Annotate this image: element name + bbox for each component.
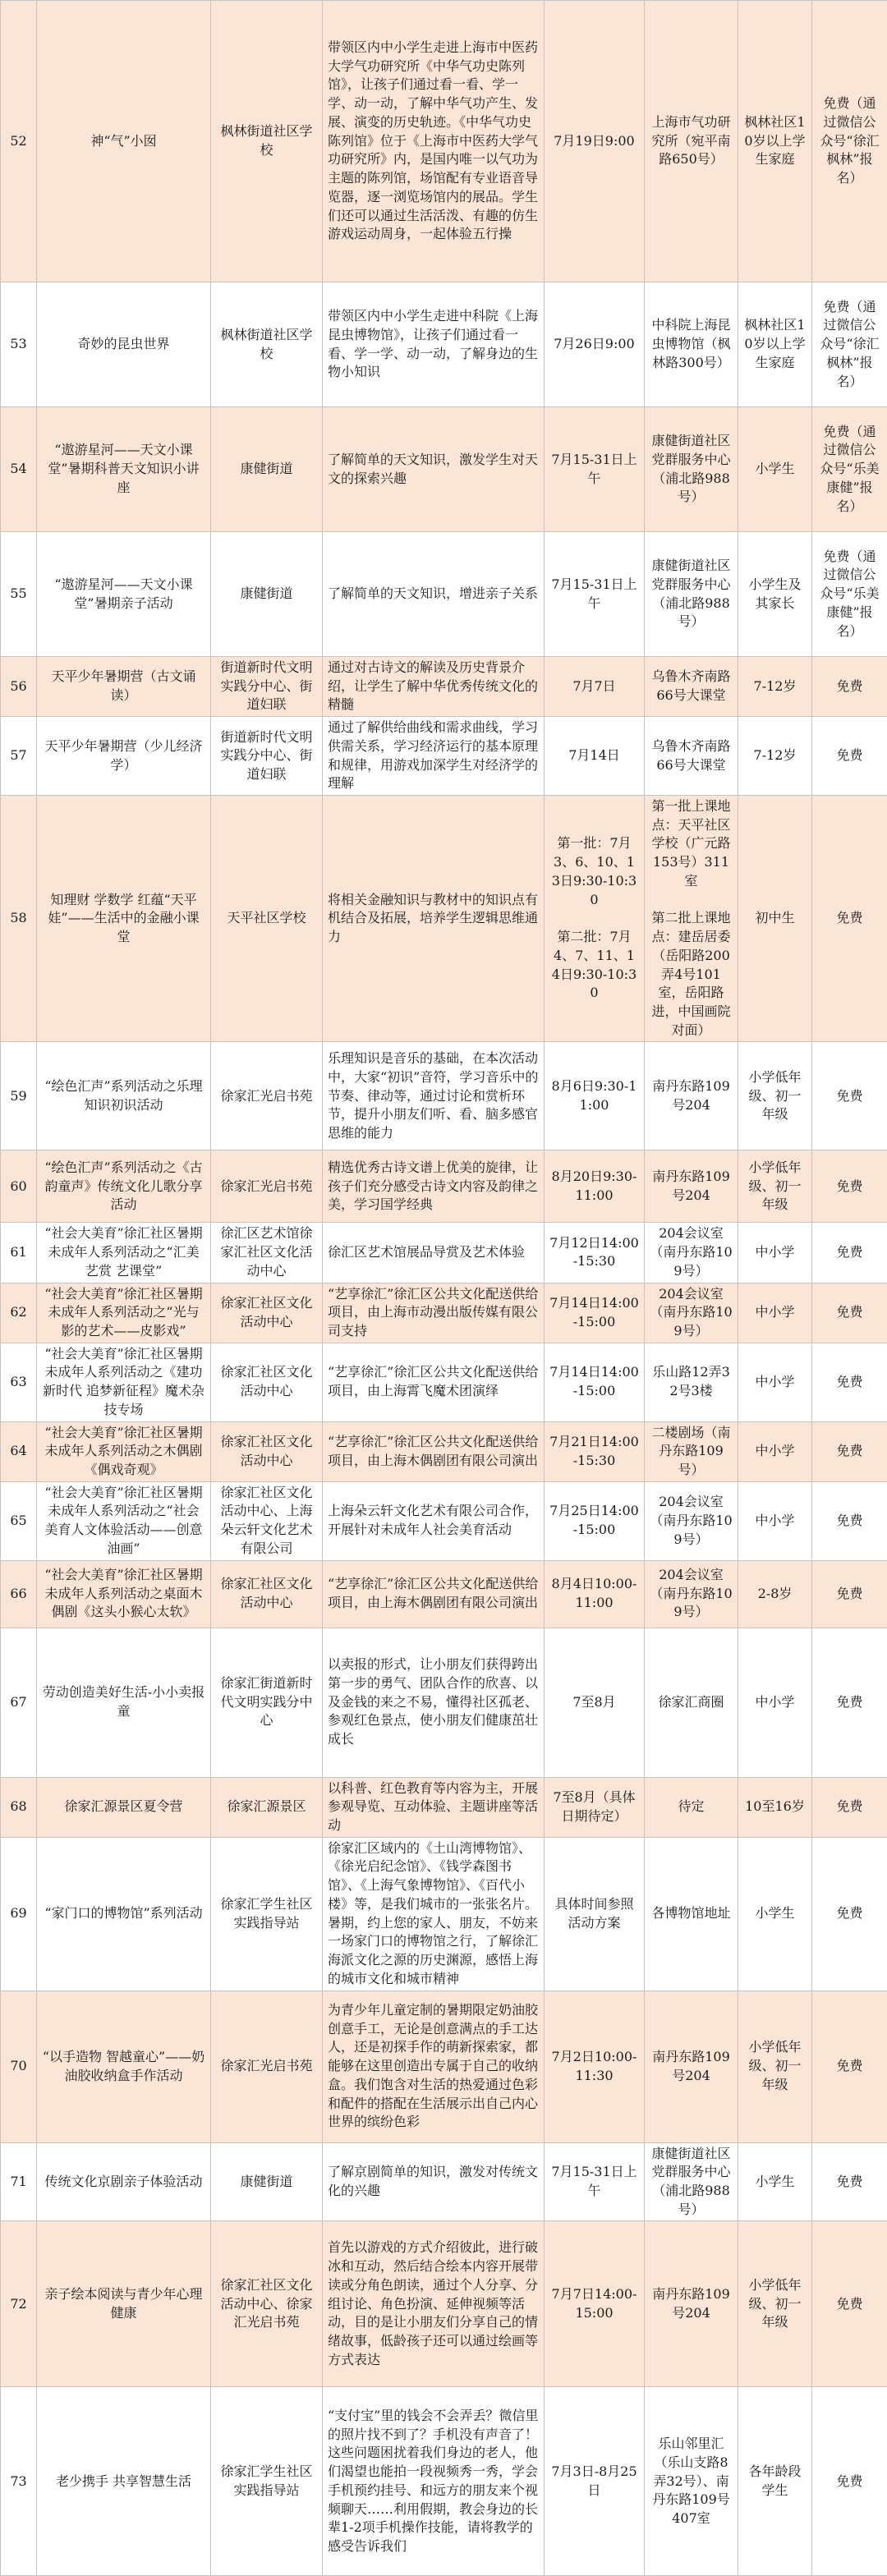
organizer: 徐家汇社区文化活动中心、上海朵云轩文化艺术有限公司 <box>211 1481 323 1560</box>
fee-info: 免费 <box>812 1991 887 2142</box>
target-audience: 中小学 <box>738 1283 812 1343</box>
organizer: 徐家汇街道新时代文明实践分中心 <box>211 1628 323 1777</box>
table-row <box>1 1628 887 1777</box>
table-row <box>1 1150 887 1223</box>
organizer: 徐家汇学生社区实践指导站 <box>211 1837 323 1991</box>
activity-location: 南丹东路109号204 <box>645 2221 738 2387</box>
target-audience: 各年龄段学生 <box>738 2387 812 2576</box>
activity-location: 康健街道社区党群服务中心（浦北路988号） <box>645 2142 738 2221</box>
activity-description: “艺享徐汇”徐汇区公共文化配送供给项目，由上海市动漫出版传媒有限公司支持 <box>323 1283 545 1343</box>
table-row <box>1 1283 887 1343</box>
activity-description: 为青少年儿童定制的暑期限定奶油胶创意手工，无论是创意满点的手工达人，还是初探手作的萌新探索家，都能够在这里创造出专属于自己的收纳盒。我们饱含对生活的热爱通过色彩和配件的搭配在生活展示出自己内心世界的缤纷色彩 <box>323 1991 545 2142</box>
row-number: 53 <box>1 282 37 407</box>
activity-name: 奇妙的昆虫世界 <box>37 282 211 407</box>
target-audience: 初中生 <box>738 796 812 1042</box>
activity-description: 带领区内中小学生走进中科院《上海昆虫博物馆》，让孩子们通过看一看、学一学、动一动，了解身边的生物小知识 <box>323 282 545 407</box>
activity-time: 7月26日9:00 <box>545 282 645 407</box>
activity-name: 老少携手 共享智慧生活 <box>37 2387 211 2576</box>
table-row <box>1 796 887 1042</box>
activity-time: 7月15-31日上午 <box>545 2142 645 2221</box>
table-row <box>1 1837 887 1991</box>
activity-description: 徐汇区艺术馆展品导赏及艺术体验 <box>323 1223 545 1283</box>
row-number: 58 <box>1 796 37 1042</box>
activity-time: 7月25日14:00-15:00 <box>545 1481 645 1560</box>
activity-description: 精选优秀古诗文谱上优美的旋律，让孩子们充分感受古诗文内容及韵律之美，学习国学经典 <box>323 1150 545 1223</box>
row-number: 61 <box>1 1223 37 1283</box>
row-number: 68 <box>1 1777 37 1837</box>
activity-time: 7月15-31日上午 <box>545 532 645 657</box>
table-row <box>1 2142 887 2221</box>
target-audience: 枫林社区10岁以上学生家庭 <box>738 282 812 407</box>
table-row <box>1 1042 887 1150</box>
table-row <box>1 1 887 282</box>
activity-location: 乌鲁木齐南路66号大课堂 <box>645 657 738 717</box>
activity-description: 以科普、红色教育等内容为主，开展参观导览、互动体验、主题讲座等活动 <box>323 1777 545 1837</box>
row-number: 69 <box>1 1837 37 1991</box>
activity-location: 乐山路12弄32号3楼 <box>645 1343 738 1421</box>
activity-time: 7月14日14:00-15:00 <box>545 1343 645 1421</box>
activity-time: 7月14日14:00-15:00 <box>545 1283 645 1343</box>
activity-name: 徐家汇源景区夏令营 <box>37 1777 211 1837</box>
table-row <box>1 532 887 657</box>
target-audience: 小学生 <box>738 2142 812 2221</box>
activity-name: 劳动创造美好生活-小小卖报童 <box>37 1628 211 1777</box>
fee-info: 免费 <box>812 2387 887 2576</box>
activity-location: 中科院上海昆虫博物馆（枫林路300号） <box>645 282 738 407</box>
organizer: 康健街道 <box>211 407 323 532</box>
activity-description: 通过了解供给曲线和需求曲线，学习供需关系，学习经济运行的基本原理和规律，用游戏加深学生对经济学的理解 <box>323 717 545 796</box>
activity-time: 7月15-31日上午 <box>545 407 645 532</box>
activity-name: “遨游星河——天文小课堂”暑期亲子活动 <box>37 532 211 657</box>
activity-time: 7至8月（具体日期待定） <box>545 1777 645 1837</box>
row-number: 67 <box>1 1628 37 1777</box>
activity-name: “遨游星河——天文小课堂”暑期科普天文知识小讲座 <box>37 407 211 532</box>
table-row <box>1 2387 887 2576</box>
organizer: 徐家汇社区文化活动中心 <box>211 1343 323 1421</box>
row-number: 66 <box>1 1560 37 1628</box>
activity-name: 知理财 学数学 红蕴“天平娃”——生活中的金融小课堂 <box>37 796 211 1042</box>
fee-info: 免费 <box>812 1837 887 1991</box>
row-number: 72 <box>1 2221 37 2387</box>
activity-description: “艺享徐汇”徐汇区公共文化配送供给项目，由上海木偶剧团有限公司演出 <box>323 1560 545 1628</box>
table-row <box>1 1223 887 1283</box>
target-audience: 小学生 <box>738 407 812 532</box>
activity-time: 第一批：7月3、6、10、13日9:30-10:30 第二批：7月4、7、11、14日9:30-10:30 <box>545 796 645 1042</box>
activity-location: 204会议室（南丹东路109号） <box>645 1560 738 1628</box>
activity-description: 首先以游戏的方式介绍彼此，进行破冰和互动，然后结合绘本内容开展带读或分角色朗读，通过个人分享、分组讨论、角色扮演、延伸视频等活动，目的是让小朋友们分享自己的情绪故事，低龄孩子还可以通过绘画等方式表达 <box>323 2221 545 2387</box>
fee-info: 免费 <box>812 1421 887 1481</box>
activity-time: 7月2日10:00-11:30 <box>545 1991 645 2142</box>
activity-location: 南丹东路109号204 <box>645 1991 738 2142</box>
activity-name: 神“气”小囡 <box>37 1 211 282</box>
activity-description: 将相关金融知识与教材中的知识点有机结合及拓展，培养学生逻辑思维通力 <box>323 796 545 1042</box>
target-audience: 7-12岁 <box>738 717 812 796</box>
activity-location: 南丹东路109号204 <box>645 1150 738 1223</box>
activity-time: 7月19日9:00 <box>545 1 645 282</box>
table-row <box>1 407 887 532</box>
activity-name: 亲子绘本阅读与青少年心理健康 <box>37 2221 211 2387</box>
activity-location: 第一批上课地点：天平社区学校（广元路153号）311室 第二批上课地点：建岳居委（岳阳路200弄4号101室，岳阳路进，中国画院对面） <box>645 796 738 1042</box>
activity-location: 徐家汇商圈 <box>645 1628 738 1777</box>
fee-info: 免费 <box>812 1777 887 1837</box>
activity-location: 南丹东路109号204 <box>645 1042 738 1150</box>
organizer: 康健街道 <box>211 2142 323 2221</box>
target-audience: 小学低年级、初一年级 <box>738 1991 812 2142</box>
activity-name: “绘色汇声”系列活动之乐理知识初识活动 <box>37 1042 211 1150</box>
organizer: 街道新时代文明实践分中心、街道妇联 <box>211 657 323 717</box>
activity-description: “支付宝”里的钱会不会弄丢？微信里的照片找不到了？手机没有声音了！这些问题困扰着我们身边的老人，他们渴望也能拍一段视频秀一秀，学会手机预约挂号、和远方的朋友来个视频聊天……利用假期，教会身边的长辈1-2项手机操作技能，请将教学的感受告诉我们 <box>323 2387 545 2576</box>
activity-time: 7月3日-8月25日 <box>545 2387 645 2576</box>
activity-name: 传统文化京剧亲子体验活动 <box>37 2142 211 2221</box>
organizer: 徐家汇光启书苑 <box>211 1042 323 1150</box>
organizer: 徐家汇光启书苑 <box>211 1150 323 1223</box>
fee-info: 免费 <box>812 1283 887 1343</box>
table-row <box>1 1481 887 1560</box>
activity-location: 乌鲁木齐南路66号大课堂 <box>645 717 738 796</box>
table-row <box>1 282 887 407</box>
fee-info: 免费 <box>812 1481 887 1560</box>
row-number: 59 <box>1 1042 37 1150</box>
table-row <box>1 2221 887 2387</box>
activity-location: 上海市气功研究所（宛平南路650号） <box>645 1 738 282</box>
target-audience: 小学低年级、初一年级 <box>738 1150 812 1223</box>
activity-name: “家门口的博物馆”系列活动 <box>37 1837 211 1991</box>
row-number: 64 <box>1 1421 37 1481</box>
organizer: 康健街道 <box>211 532 323 657</box>
fee-info: 免费 <box>812 2221 887 2387</box>
target-audience: 枫林社区10岁以上学生家庭 <box>738 1 812 282</box>
target-audience: 中小学 <box>738 1343 812 1421</box>
organizer: 徐汇区艺术馆徐家汇社区文化活动中心 <box>211 1223 323 1283</box>
row-number: 63 <box>1 1343 37 1421</box>
target-audience: 小学生 <box>738 1837 812 1991</box>
table-row <box>1 717 887 796</box>
activity-time: 7月7日14:00-15:00 <box>545 2221 645 2387</box>
target-audience: 7-12岁 <box>738 657 812 717</box>
activity-location: 204会议室（南丹东路109号） <box>645 1283 738 1343</box>
row-number: 70 <box>1 1991 37 2142</box>
activity-description: 带领区内中小学生走进上海市中医药大学气功研究所《中华气功史陈列馆》，让孩子们通过看一看、学一学、动一动，了解中华气功产生、发展、演变的历史轨迹。《中华气功史陈列馆》位于《上海市中医药大学气功研究所》内，是国内唯一以气功为主题的陈列馆，场馆配有专业语音导览器，逐一浏览场馆内的展品。学生们还可以通过生活活泼、有趣的仿生游戏运动周身，一起体验五行操 <box>323 1 545 282</box>
organizer: 徐家汇社区文化活动中心、徐家汇光启书苑 <box>211 2221 323 2387</box>
fee-info: 免费 <box>812 717 887 796</box>
table-body <box>1 1 887 2576</box>
activity-name: “社会大美育”徐汇社区暑期未成年人系列活动之“光与影的艺术——皮影戏” <box>37 1283 211 1343</box>
fee-info: 免费 <box>812 657 887 717</box>
activity-time: 7月14日 <box>545 717 645 796</box>
activity-name: “社会大美育”徐汇社区暑期未成年人系列活动之《建功新时代 追梦新征程》魔术杂技专场 <box>37 1343 211 1421</box>
activity-time: 7月7日 <box>545 657 645 717</box>
activity-name: 天平少年暑期营（少儿经济学） <box>37 717 211 796</box>
activity-name: “社会大美育”徐汇社区暑期未成年人系列活动之“社会美育人文体验活动——创意油画” <box>37 1481 211 1560</box>
activity-time: 7月21日14:00-15:30 <box>545 1421 645 1481</box>
activity-location: 204会议室（南丹东路109号） <box>645 1481 738 1560</box>
organizer: 街道新时代文明实践分中心、街道妇联 <box>211 717 323 796</box>
row-number: 57 <box>1 717 37 796</box>
activity-location: 二楼剧场（南丹东路109号） <box>645 1421 738 1481</box>
activity-description: 了解京剧简单的知识，激发对传统文化的兴趣 <box>323 2142 545 2221</box>
activity-description: 徐家汇区域内的《土山湾博物馆》、《徐光启纪念馆》、《钱学森图书馆》、《上海气象博物馆》、《百代小楼》等，是我们城市的一张张名片。暑期，约上您的家人、朋友，不妨来一场家门口的博物馆之行，了解徐汇海派文化之源的历史渊源，感悟上海的城市文化和城市精神 <box>323 1837 545 1991</box>
fee-info: 免费（通过微信公众号“徐汇枫林”报名） <box>812 282 887 407</box>
fee-info: 免费（通过微信公众号“乐美康健”报名） <box>812 532 887 657</box>
activity-description: 了解简单的天文知识，增进亲子关系 <box>323 532 545 657</box>
activity-description: 上海朵云轩文化艺术有限公司合作，开展针对未成年人社会美育活动 <box>323 1481 545 1560</box>
activity-time: 8月6日9:30-11:00 <box>545 1042 645 1150</box>
row-number: 52 <box>1 1 37 282</box>
table-row <box>1 1991 887 2142</box>
activity-description: 了解简单的天文知识，激发学生对天文的探索兴趣 <box>323 407 545 532</box>
activity-location: 康健街道社区党群服务中心（浦北路988号） <box>645 407 738 532</box>
activity-description: “艺享徐汇”徐汇区公共文化配送供给项目，由上海霄飞魔术团演绎 <box>323 1343 545 1421</box>
activity-location: 204会议室（南丹东路109号） <box>645 1223 738 1283</box>
organizer: 徐家汇社区文化活动中心 <box>211 1421 323 1481</box>
target-audience: 10至16岁 <box>738 1777 812 1837</box>
fee-info: 免费 <box>812 796 887 1042</box>
fee-info: 免费 <box>812 1628 887 1777</box>
row-number: 65 <box>1 1481 37 1560</box>
activity-time: 7月12日14:00-15:30 <box>545 1223 645 1283</box>
fee-info: 免费 <box>812 2142 887 2221</box>
organizer: 徐家汇学生社区实践指导站 <box>211 2387 323 2576</box>
table-row <box>1 1560 887 1628</box>
activity-time: 7至8月 <box>545 1628 645 1777</box>
activity-description: 通过对古诗文的解读及历史背景介绍，让学生了解中华优秀传统文化的精髓 <box>323 657 545 717</box>
target-audience: 中小学 <box>738 1481 812 1560</box>
organizer: 天平社区学校 <box>211 796 323 1042</box>
organizer: 徐家汇社区文化活动中心 <box>211 1560 323 1628</box>
activity-name: “社会大美育”徐汇社区暑期未成年人系列活动之木偶剧《偶戏奇观》 <box>37 1421 211 1481</box>
activity-location: 康健街道社区党群服务中心（浦北路988号） <box>645 532 738 657</box>
activity-time: 8月20日9:30-11:00 <box>545 1150 645 1223</box>
organizer: 徐家汇社区文化活动中心 <box>211 1283 323 1343</box>
row-number: 54 <box>1 407 37 532</box>
activity-location: 各博物馆地址 <box>645 1837 738 1991</box>
target-audience: 2-8岁 <box>738 1560 812 1628</box>
activity-name: “以手造物 智越童心”——奶油胶收纳盒手作活动 <box>37 1991 211 2142</box>
organizer: 枫林街道社区学校 <box>211 1 323 282</box>
activity-name: 天平少年暑期营（古文诵读） <box>37 657 211 717</box>
fee-info: 免费 <box>812 1042 887 1150</box>
fee-info: 免费（通过微信公众号“乐美康健”报名） <box>812 407 887 532</box>
activity-name: “社会大美育”徐汇社区暑期未成年人系列活动之“汇美艺赏 艺课堂” <box>37 1223 211 1283</box>
table-row <box>1 657 887 717</box>
table-row <box>1 1777 887 1837</box>
row-number: 60 <box>1 1150 37 1223</box>
target-audience: 小学低年级、初一年级 <box>738 2221 812 2387</box>
fee-info: 免费（通过微信公众号“徐汇枫林”报名） <box>812 1 887 282</box>
activity-name: “社会大美育”徐汇社区暑期未成年人系列活动之桌面木偶剧《这头小猴心太软》 <box>37 1560 211 1628</box>
target-audience: 中小学 <box>738 1421 812 1481</box>
row-number: 62 <box>1 1283 37 1343</box>
fee-info: 免费 <box>812 1223 887 1283</box>
organizer: 枫林街道社区学校 <box>211 282 323 407</box>
activity-time: 具体时间参照活动方案 <box>545 1837 645 1991</box>
row-number: 56 <box>1 657 37 717</box>
organizer: 徐家汇光启书苑 <box>211 1991 323 2142</box>
activity-description: “艺享徐汇”徐汇区公共文化配送供给项目，由上海木偶剧团有限公司演出 <box>323 1421 545 1481</box>
fee-info: 免费 <box>812 1560 887 1628</box>
target-audience: 小学生及其家长 <box>738 532 812 657</box>
table-row <box>1 1343 887 1421</box>
target-audience: 中小学 <box>738 1223 812 1283</box>
row-number: 71 <box>1 2142 37 2221</box>
activity-description: 乐理知识是音乐的基础，在本次活动中，大家“初识”音符，学习音乐中的节奏、律动等，通过讨论和赏析环节，提升小朋友们听、看、脑多感官思维的能力 <box>323 1042 545 1150</box>
target-audience: 中小学 <box>738 1628 812 1777</box>
row-number: 55 <box>1 532 37 657</box>
fee-info: 免费 <box>812 1343 887 1421</box>
fee-info: 免费 <box>812 1150 887 1223</box>
table-row <box>1 1421 887 1481</box>
target-audience: 小学低年级、初一年级 <box>738 1042 812 1150</box>
activity-description: 以卖报的形式，让小朋友们获得跨出第一步的勇气、团队合作的欣喜、以及金钱的来之不易，懂得社区孤老、参观红色景点，使小朋友们健康茁壮成长 <box>323 1628 545 1777</box>
activity-name: “绘色汇声”系列活动之《古韵童声》传统文化儿歌分享活动 <box>37 1150 211 1223</box>
activity-time: 8月4日10:00-11:00 <box>545 1560 645 1628</box>
row-number: 73 <box>1 2387 37 2576</box>
activity-location: 乐山邻里汇（乐山支路8弄32号）、南丹东路109号407室 <box>645 2387 738 2576</box>
activity-location: 待定 <box>645 1777 738 1837</box>
organizer: 徐家汇源景区 <box>211 1777 323 1837</box>
